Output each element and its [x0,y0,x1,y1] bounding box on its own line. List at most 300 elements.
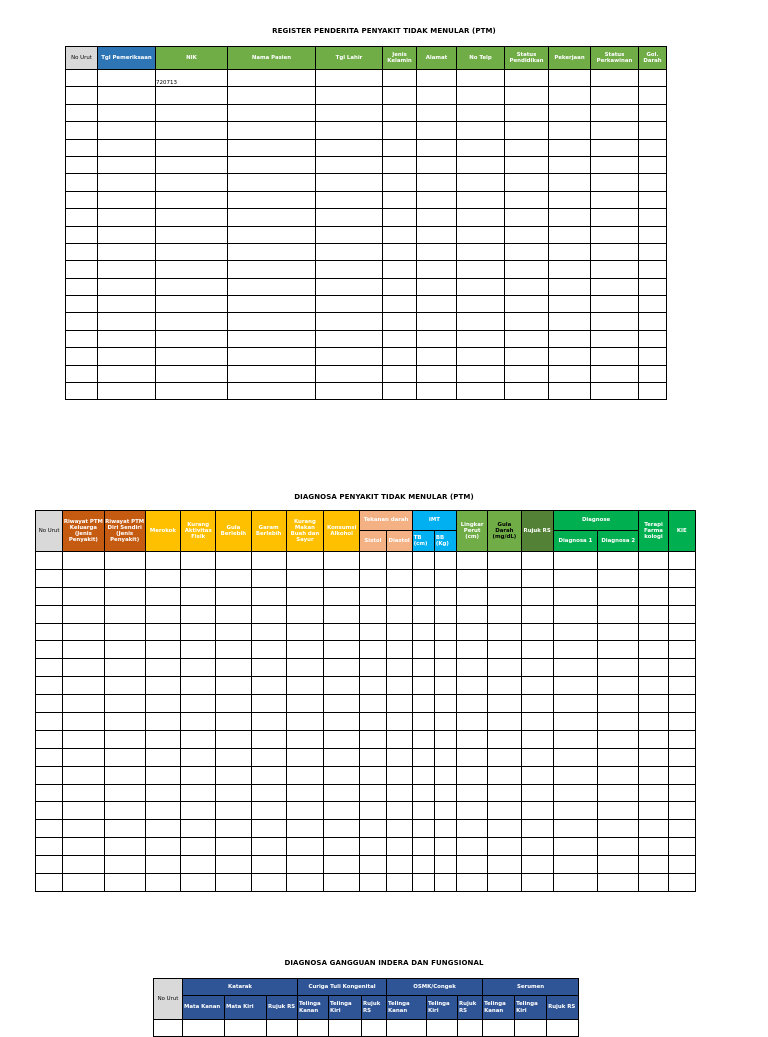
diagnosa-cell[interactable] [386,838,412,856]
diagnosa-cell[interactable] [104,587,145,605]
register-cell[interactable] [383,139,417,156]
diagnosa-cell[interactable] [63,838,104,856]
register-cell[interactable] [98,330,156,347]
diagnosa-cell[interactable] [63,659,104,677]
register-cell[interactable] [228,365,316,382]
diagnosa-cell[interactable] [457,659,488,677]
diagnosa-cell[interactable] [386,730,412,748]
diagnosa-cell[interactable] [434,659,456,677]
diagnosa-cell[interactable] [639,587,668,605]
diagnosa-cell[interactable] [251,802,286,820]
diagnosa-cell[interactable] [63,623,104,641]
diagnosa-cell[interactable] [216,552,251,570]
register-cell[interactable] [549,365,591,382]
register-cell[interactable] [549,122,591,139]
diagnosa-cell[interactable] [521,641,553,659]
diagnosa-cell[interactable] [286,569,323,587]
register-cell[interactable] [228,191,316,208]
diagnosa-cell[interactable] [360,820,386,838]
diagnosa-cell[interactable] [639,623,668,641]
diagnosa-cell[interactable] [457,874,488,892]
diagnosa-cell[interactable] [521,874,553,892]
diagnosa-cell[interactable] [668,784,695,802]
diagnosa-cell[interactable] [639,569,668,587]
diagnosa-cell[interactable] [457,784,488,802]
diagnosa-cell[interactable] [181,856,216,874]
diagnosa-cell[interactable] [360,730,386,748]
register-cell[interactable] [228,139,316,156]
register-cell[interactable] [228,330,316,347]
diagnosa-cell[interactable] [412,713,434,731]
diagnosa-cell[interactable] [386,784,412,802]
register-cell[interactable] [457,243,505,260]
register-cell[interactable] [98,156,156,173]
register-cell[interactable] [228,278,316,295]
diagnosa-cell[interactable] [434,802,456,820]
register-cell[interactable] [639,87,667,104]
diagnosa-cell[interactable] [521,856,553,874]
diagnosa-cell[interactable] [457,552,488,570]
register-cell[interactable] [505,70,549,87]
diagnosa-cell[interactable] [434,784,456,802]
register-cell[interactable] [66,313,98,330]
register-cell[interactable] [383,348,417,365]
register-cell[interactable] [457,104,505,121]
diagnosa-cell[interactable] [668,587,695,605]
diagnosa-cell[interactable] [553,713,597,731]
diagnosa-cell[interactable] [63,587,104,605]
diagnosa-cell[interactable] [598,838,639,856]
diagnosa-cell[interactable] [360,784,386,802]
diagnosa-cell[interactable] [488,856,521,874]
diagnosa-cell[interactable] [36,552,63,570]
register-cell[interactable] [505,296,549,313]
diagnosa-cell[interactable] [598,713,639,731]
diagnosa-cell[interactable] [181,730,216,748]
register-cell[interactable] [457,313,505,330]
diagnosa-cell[interactable] [668,623,695,641]
register-cell[interactable] [549,156,591,173]
diagnosa-cell[interactable] [412,766,434,784]
diagnosa-cell[interactable] [412,748,434,766]
diagnosa-cell[interactable] [639,838,668,856]
diagnosa-cell[interactable] [181,677,216,695]
register-cell[interactable] [316,122,383,139]
diagnosa-cell[interactable] [104,677,145,695]
register-cell[interactable] [417,278,457,295]
diagnosa-cell[interactable] [488,623,521,641]
diagnosa-cell[interactable] [521,713,553,731]
diagnosa-cell[interactable] [216,820,251,838]
register-cell[interactable] [156,87,228,104]
register-cell[interactable] [549,330,591,347]
register-cell[interactable] [591,330,639,347]
register-cell[interactable] [156,365,228,382]
diagnosa-cell[interactable] [286,605,323,623]
register-cell[interactable] [316,156,383,173]
register-cell[interactable] [457,296,505,313]
diagnosa-cell[interactable] [36,820,63,838]
register-cell[interactable] [457,87,505,104]
diagnosa-cell[interactable] [36,641,63,659]
register-cell[interactable] [156,104,228,121]
register-cell[interactable] [98,226,156,243]
diagnosa-cell[interactable] [216,838,251,856]
diagnosa-cell[interactable] [216,659,251,677]
register-cell[interactable] [98,139,156,156]
diagnosa-cell[interactable] [145,695,180,713]
diagnosa-cell[interactable] [324,641,360,659]
diagnosa-cell[interactable] [386,552,412,570]
diagnosa-cell[interactable] [324,587,360,605]
diagnosa-cell[interactable] [145,766,180,784]
diagnosa-cell[interactable] [434,820,456,838]
diagnosa-cell[interactable] [181,874,216,892]
register-cell[interactable] [417,226,457,243]
register-cell[interactable] [316,209,383,226]
register-cell[interactable] [639,209,667,226]
diagnosa-cell[interactable] [104,659,145,677]
diagnosa-cell[interactable] [521,569,553,587]
diagnosa-cell[interactable] [434,569,456,587]
register-cell[interactable] [316,174,383,191]
diagnosa-cell[interactable] [412,587,434,605]
diagnosa-cell[interactable] [553,552,597,570]
diagnosa-cell[interactable] [216,569,251,587]
register-cell[interactable] [156,313,228,330]
register-cell[interactable] [457,122,505,139]
diagnosa-cell[interactable] [434,623,456,641]
diagnosa-cell[interactable] [251,784,286,802]
diagnosa-cell[interactable] [181,623,216,641]
register-cell[interactable] [417,243,457,260]
indera-cell[interactable] [362,1020,387,1037]
diagnosa-cell[interactable] [521,552,553,570]
register-cell[interactable] [417,261,457,278]
diagnosa-cell[interactable] [145,552,180,570]
register-cell[interactable] [156,139,228,156]
register-cell[interactable] [417,209,457,226]
diagnosa-cell[interactable] [251,730,286,748]
register-cell[interactable] [316,330,383,347]
diagnosa-cell[interactable] [553,748,597,766]
diagnosa-cell[interactable] [521,838,553,856]
diagnosa-cell[interactable] [386,677,412,695]
diagnosa-cell[interactable] [521,784,553,802]
diagnosa-cell[interactable] [553,820,597,838]
diagnosa-cell[interactable] [488,838,521,856]
diagnosa-cell[interactable] [181,605,216,623]
diagnosa-cell[interactable] [434,695,456,713]
register-cell[interactable] [639,191,667,208]
diagnosa-cell[interactable] [145,802,180,820]
diagnosa-cell[interactable] [598,820,639,838]
diagnosa-cell[interactable] [598,730,639,748]
diagnosa-cell[interactable] [434,677,456,695]
diagnosa-cell[interactable] [639,659,668,677]
diagnosa-cell[interactable] [145,784,180,802]
diagnosa-cell[interactable] [216,587,251,605]
register-cell[interactable] [549,348,591,365]
register-cell[interactable] [316,296,383,313]
diagnosa-cell[interactable] [639,820,668,838]
register-cell[interactable] [505,383,549,400]
diagnosa-cell[interactable] [457,730,488,748]
register-cell[interactable] [316,139,383,156]
diagnosa-cell[interactable] [668,659,695,677]
register-cell[interactable] [639,156,667,173]
register-cell[interactable] [383,278,417,295]
diagnosa-cell[interactable] [639,605,668,623]
diagnosa-cell[interactable] [457,820,488,838]
register-cell[interactable] [228,122,316,139]
diagnosa-cell[interactable] [104,784,145,802]
diagnosa-cell[interactable] [598,874,639,892]
diagnosa-cell[interactable] [434,874,456,892]
diagnosa-cell[interactable] [412,802,434,820]
diagnosa-cell[interactable] [63,605,104,623]
register-cell[interactable] [156,226,228,243]
register-cell[interactable] [639,261,667,278]
diagnosa-cell[interactable] [63,713,104,731]
diagnosa-cell[interactable] [181,552,216,570]
diagnosa-cell[interactable] [324,552,360,570]
register-cell[interactable] [156,278,228,295]
diagnosa-cell[interactable] [324,784,360,802]
diagnosa-cell[interactable] [286,838,323,856]
diagnosa-cell[interactable] [488,659,521,677]
register-cell[interactable] [591,278,639,295]
register-cell[interactable] [549,278,591,295]
register-cell[interactable] [457,70,505,87]
diagnosa-cell[interactable] [434,605,456,623]
diagnosa-cell[interactable] [386,659,412,677]
register-cell[interactable] [549,243,591,260]
register-cell[interactable] [591,313,639,330]
diagnosa-cell[interactable] [360,748,386,766]
register-cell[interactable] [98,278,156,295]
diagnosa-cell[interactable] [488,766,521,784]
diagnosa-cell[interactable] [360,838,386,856]
diagnosa-cell[interactable] [521,659,553,677]
diagnosa-cell[interactable] [181,695,216,713]
diagnosa-cell[interactable] [639,677,668,695]
diagnosa-cell[interactable] [63,695,104,713]
diagnosa-cell[interactable] [360,856,386,874]
register-cell[interactable] [98,313,156,330]
diagnosa-cell[interactable] [324,856,360,874]
diagnosa-cell[interactable] [668,730,695,748]
register-cell[interactable] [66,243,98,260]
register-cell[interactable] [639,139,667,156]
indera-cell[interactable] [329,1020,362,1037]
diagnosa-cell[interactable] [36,605,63,623]
diagnosa-cell[interactable] [251,856,286,874]
diagnosa-cell[interactable] [181,820,216,838]
indera-cell[interactable] [225,1020,267,1037]
diagnosa-cell[interactable] [488,820,521,838]
register-cell[interactable] [228,261,316,278]
diagnosa-cell[interactable] [145,641,180,659]
indera-cell[interactable] [267,1020,298,1037]
register-cell[interactable] [156,348,228,365]
diagnosa-cell[interactable] [360,569,386,587]
diagnosa-cell[interactable] [598,856,639,874]
diagnosa-cell[interactable] [104,623,145,641]
register-cell[interactable] [98,383,156,400]
diagnosa-cell[interactable] [412,659,434,677]
diagnosa-cell[interactable] [251,569,286,587]
register-cell[interactable] [383,365,417,382]
diagnosa-cell[interactable] [457,677,488,695]
diagnosa-cell[interactable] [251,677,286,695]
diagnosa-cell[interactable] [181,766,216,784]
diagnosa-cell[interactable] [104,820,145,838]
register-cell[interactable] [383,122,417,139]
diagnosa-cell[interactable] [181,587,216,605]
register-cell[interactable] [316,383,383,400]
register-cell[interactable] [457,174,505,191]
register-cell[interactable] [156,261,228,278]
diagnosa-cell[interactable] [36,587,63,605]
diagnosa-cell[interactable] [360,677,386,695]
register-cell[interactable] [505,278,549,295]
diagnosa-cell[interactable] [598,587,639,605]
diagnosa-cell[interactable] [598,569,639,587]
register-cell[interactable] [417,330,457,347]
diagnosa-cell[interactable] [104,838,145,856]
register-cell[interactable] [66,104,98,121]
diagnosa-cell[interactable] [553,677,597,695]
diagnosa-cell[interactable] [598,659,639,677]
register-cell[interactable] [505,122,549,139]
diagnosa-cell[interactable] [360,605,386,623]
diagnosa-cell[interactable] [63,766,104,784]
register-cell[interactable] [639,104,667,121]
diagnosa-cell[interactable] [324,623,360,641]
diagnosa-cell[interactable] [488,605,521,623]
nik-value[interactable]: 720713 [156,70,228,87]
diagnosa-cell[interactable] [412,838,434,856]
register-cell[interactable] [383,383,417,400]
diagnosa-cell[interactable] [521,677,553,695]
diagnosa-cell[interactable] [286,695,323,713]
register-cell[interactable] [316,70,383,87]
diagnosa-cell[interactable] [286,856,323,874]
diagnosa-cell[interactable] [488,802,521,820]
diagnosa-cell[interactable] [434,748,456,766]
register-cell[interactable] [457,139,505,156]
diagnosa-cell[interactable] [216,748,251,766]
diagnosa-cell[interactable] [63,874,104,892]
register-cell[interactable] [228,209,316,226]
register-cell[interactable] [549,261,591,278]
register-cell[interactable] [417,104,457,121]
diagnosa-cell[interactable] [639,641,668,659]
diagnosa-cell[interactable] [286,713,323,731]
diagnosa-cell[interactable] [286,766,323,784]
diagnosa-cell[interactable] [668,552,695,570]
register-cell[interactable] [591,139,639,156]
diagnosa-cell[interactable] [639,713,668,731]
diagnosa-cell[interactable] [145,587,180,605]
register-cell[interactable] [98,296,156,313]
register-cell[interactable] [591,383,639,400]
register-cell[interactable] [316,365,383,382]
diagnosa-cell[interactable] [668,677,695,695]
diagnosa-cell[interactable] [412,730,434,748]
register-cell[interactable] [591,191,639,208]
diagnosa-cell[interactable] [386,695,412,713]
diagnosa-cell[interactable] [324,713,360,731]
register-cell[interactable] [156,191,228,208]
indera-cell[interactable] [387,1020,427,1037]
diagnosa-cell[interactable] [216,856,251,874]
register-cell[interactable] [505,261,549,278]
register-cell[interactable] [228,104,316,121]
diagnosa-cell[interactable] [553,802,597,820]
register-cell[interactable] [591,243,639,260]
diagnosa-cell[interactable] [36,713,63,731]
diagnosa-cell[interactable] [251,605,286,623]
diagnosa-cell[interactable] [36,730,63,748]
diagnosa-cell[interactable] [488,730,521,748]
register-cell[interactable] [316,226,383,243]
diagnosa-cell[interactable] [521,766,553,784]
diagnosa-cell[interactable] [553,623,597,641]
diagnosa-cell[interactable] [63,677,104,695]
diagnosa-cell[interactable] [386,587,412,605]
diagnosa-cell[interactable] [598,784,639,802]
register-cell[interactable] [417,174,457,191]
diagnosa-cell[interactable] [360,587,386,605]
register-cell[interactable] [383,191,417,208]
diagnosa-cell[interactable] [360,713,386,731]
register-cell[interactable] [228,383,316,400]
register-cell[interactable] [639,330,667,347]
diagnosa-cell[interactable] [488,587,521,605]
register-cell[interactable] [639,226,667,243]
diagnosa-cell[interactable] [216,713,251,731]
diagnosa-cell[interactable] [434,730,456,748]
register-cell[interactable] [417,313,457,330]
diagnosa-cell[interactable] [286,677,323,695]
register-cell[interactable] [549,313,591,330]
register-cell[interactable] [639,278,667,295]
diagnosa-cell[interactable] [412,874,434,892]
diagnosa-cell[interactable] [434,713,456,731]
register-cell[interactable] [98,261,156,278]
register-cell[interactable] [156,383,228,400]
diagnosa-cell[interactable] [521,730,553,748]
diagnosa-cell[interactable] [553,587,597,605]
diagnosa-cell[interactable] [324,874,360,892]
register-cell[interactable] [457,365,505,382]
diagnosa-cell[interactable] [488,748,521,766]
diagnosa-cell[interactable] [598,641,639,659]
diagnosa-cell[interactable] [521,748,553,766]
diagnosa-cell[interactable] [434,856,456,874]
register-cell[interactable] [639,122,667,139]
diagnosa-cell[interactable] [457,748,488,766]
diagnosa-cell[interactable] [36,748,63,766]
register-cell[interactable] [316,261,383,278]
diagnosa-cell[interactable] [639,856,668,874]
register-cell[interactable] [591,174,639,191]
diagnosa-cell[interactable] [360,695,386,713]
register-cell[interactable] [316,191,383,208]
diagnosa-cell[interactable] [412,641,434,659]
